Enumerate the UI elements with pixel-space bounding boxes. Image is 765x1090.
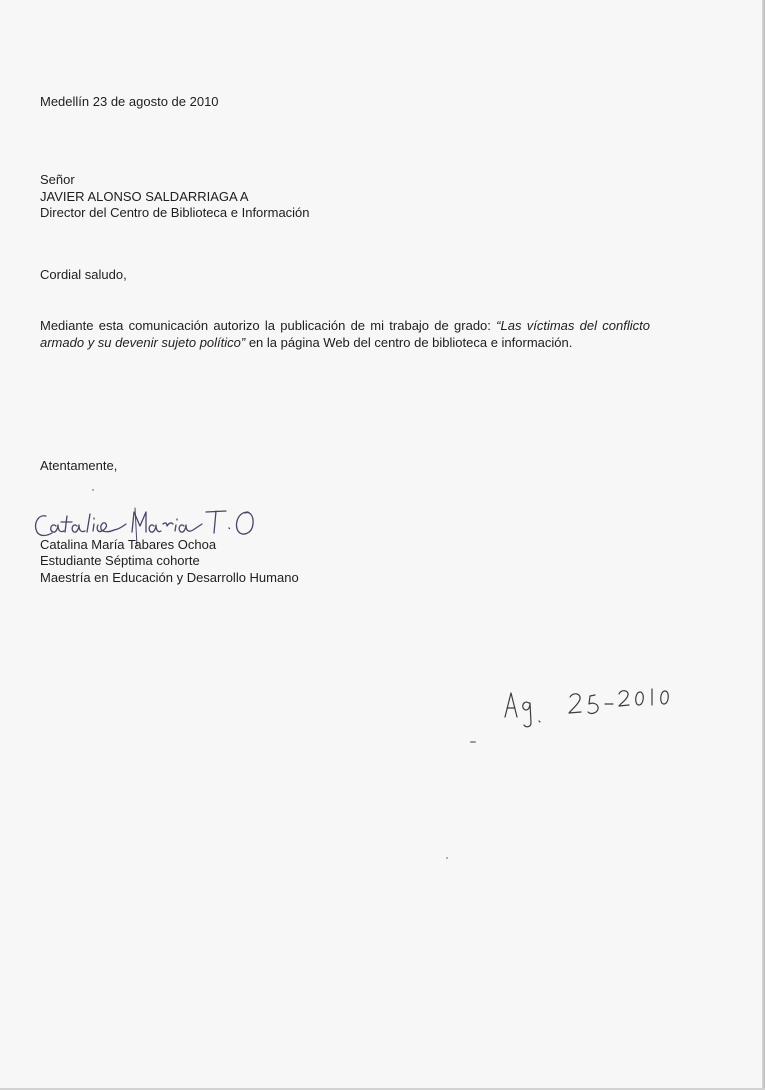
scan-speck — [446, 857, 448, 859]
body-intro: Mediante esta comunicación autorizo la publicación de mi trabajo de grado: — [40, 318, 497, 333]
body-outro: en la página Web del centro de biblioteca e información. — [245, 335, 573, 350]
greeting: Cordial saludo, — [40, 267, 127, 282]
date-line: Medellín 23 de agosto de 2010 — [40, 94, 219, 109]
closing: Atentamente, — [40, 458, 118, 473]
work-title: “Las víctimas del conflicto armado y su devenir sujeto político” — [40, 318, 650, 350]
recipient-position: Director del Centro de Biblioteca e Información — [40, 205, 310, 220]
recipient-name: JAVIER ALONSO SALDARRIAGA A — [40, 189, 249, 204]
scan-speck — [92, 489, 94, 491]
scan-speck — [470, 741, 476, 743]
recipient-title: Señor — [40, 172, 75, 187]
signer-role: Estudiante Séptima cohorte — [40, 553, 200, 568]
signer-program: Maestría en Educación y Desarrollo Humano — [40, 570, 299, 585]
body-paragraph — [40, 317, 650, 351]
handwritten-receipt-date — [495, 675, 690, 735]
signer-name: Catalina María Tabares Ochoa — [40, 537, 217, 552]
